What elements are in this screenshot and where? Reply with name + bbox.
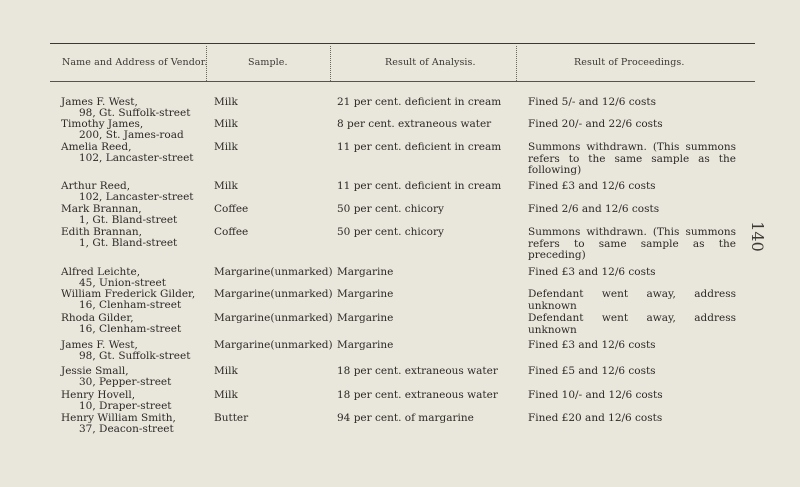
header-sample: Sample. [248, 57, 288, 68]
sample-type: Milk [214, 96, 238, 108]
proceedings-result: Fined £5 and 12/6 costs [528, 365, 656, 377]
analysis-result: 18 per cent. extraneous water [337, 365, 498, 377]
vendor-address: 10, Draper-street [79, 400, 172, 412]
proceedings-result: Fined 10/- and 12/6 costs [528, 389, 663, 401]
sample-type: Margarine(unmarked) [214, 312, 333, 324]
vendor-address: 16, Clenham-street [79, 323, 182, 335]
analysis-result: Margarine [337, 288, 394, 300]
sample-type: Milk [214, 141, 238, 153]
vendor-address: 30, Pepper-street [79, 376, 172, 388]
vendor-name: Henry William Smith, [61, 412, 176, 424]
page-number: 140 [747, 221, 767, 252]
header-proceedings: Result of Proceedings. [574, 57, 685, 68]
vendor-name: Mark Brannan, [61, 203, 142, 215]
analysis-result: 11 per cent. deficient in cream [337, 180, 502, 192]
sample-type: Butter [214, 412, 249, 424]
proceedings-result: Summons withdrawn. (This summons refers to the same sample as the following) [528, 141, 736, 176]
sample-type: Milk [214, 389, 238, 401]
analysis-result: 21 per cent. deficient in cream [337, 96, 502, 108]
vendor-address: 1, Gt. Bland-street [79, 214, 178, 226]
analysis-result: Margarine [337, 312, 394, 324]
vendor-address: 1, Gt. Bland-street [79, 237, 178, 249]
proceedings-result: Defendant went away, address unknown [528, 288, 736, 312]
vendor-name: Amelia Reed, [61, 141, 132, 153]
vendor-address: 102, Lancaster-street [79, 191, 194, 203]
proceedings-result: Fined £3 and 12/6 costs [528, 266, 656, 278]
proceedings-result: Fined 5/- and 12/6 costs [528, 96, 656, 108]
proceedings-result: Summons withdrawn. (This summons refers to same sample as the preceding) [528, 226, 736, 261]
analysis-result: 50 per cent. chicory [337, 226, 444, 238]
vendor-address: 16, Clenham-street [79, 299, 182, 311]
vendor-address: 98, Gt. Suffolk-street [79, 350, 191, 362]
sample-type: Milk [214, 180, 238, 192]
proceedings-result: Fined £3 and 12/6 costs [528, 180, 656, 192]
vendor-name: James F. West, [61, 339, 138, 351]
vendor-address: 98, Gt. Suffolk-street [79, 107, 191, 119]
vendor-address: 37, Deacon-street [79, 423, 174, 435]
column-divider [330, 46, 331, 81]
vendor-name: Henry Hovell, [61, 389, 136, 401]
vendor-name: Rhoda Gilder, [61, 312, 134, 324]
proceedings-result: Fined £20 and 12/6 costs [528, 412, 663, 424]
table-top-rule [50, 43, 755, 44]
analysis-result: Margarine [337, 266, 394, 278]
vendor-address: 102, Lancaster-street [79, 152, 194, 164]
sample-type: Margarine(unmarked) [214, 288, 333, 300]
vendor-name: James F. West, [61, 96, 138, 108]
sample-type: Coffee [214, 226, 249, 238]
vendor-name: Jessie Small, [61, 365, 129, 377]
header-vendor: Name and Address of Vendor. [62, 57, 208, 68]
sample-type: Milk [214, 118, 238, 130]
proceedings-result: Defendant went away, address unknown [528, 312, 736, 336]
vendor-name: Arthur Reed, [61, 180, 131, 192]
sample-type: Coffee [214, 203, 249, 215]
proceedings-result: Fined £3 and 12/6 costs [528, 339, 656, 351]
vendor-address: 45, Union-street [79, 277, 166, 289]
column-divider [516, 46, 517, 81]
sample-type: Margarine(unmarked) [214, 266, 333, 278]
vendor-name: William Frederick Gilder, [61, 288, 196, 300]
analysis-result: 94 per cent. of margarine [337, 412, 474, 424]
vendor-name: Edith Brannan, [61, 226, 142, 238]
proceedings-result: Fined 2/6 and 12/6 costs [528, 203, 660, 215]
header-analysis: Result of Analysis. [385, 57, 476, 68]
analysis-result: Margarine [337, 339, 394, 351]
analysis-result: 50 per cent. chicory [337, 203, 444, 215]
vendor-name: Alfred Leichte, [61, 266, 141, 278]
sample-type: Margarine(unmarked) [214, 339, 333, 351]
analysis-result: 8 per cent. extraneous water [337, 118, 492, 130]
proceedings-result: Fined 20/- and 22/6 costs [528, 118, 663, 130]
sample-type: Milk [214, 365, 238, 377]
vendor-name: Timothy James, [61, 118, 144, 130]
analysis-result: 18 per cent. extraneous water [337, 389, 498, 401]
analysis-result: 11 per cent. deficient in cream [337, 141, 502, 153]
header-bottom-rule [50, 81, 755, 82]
vendor-address: 200, St. James-road [79, 129, 184, 141]
